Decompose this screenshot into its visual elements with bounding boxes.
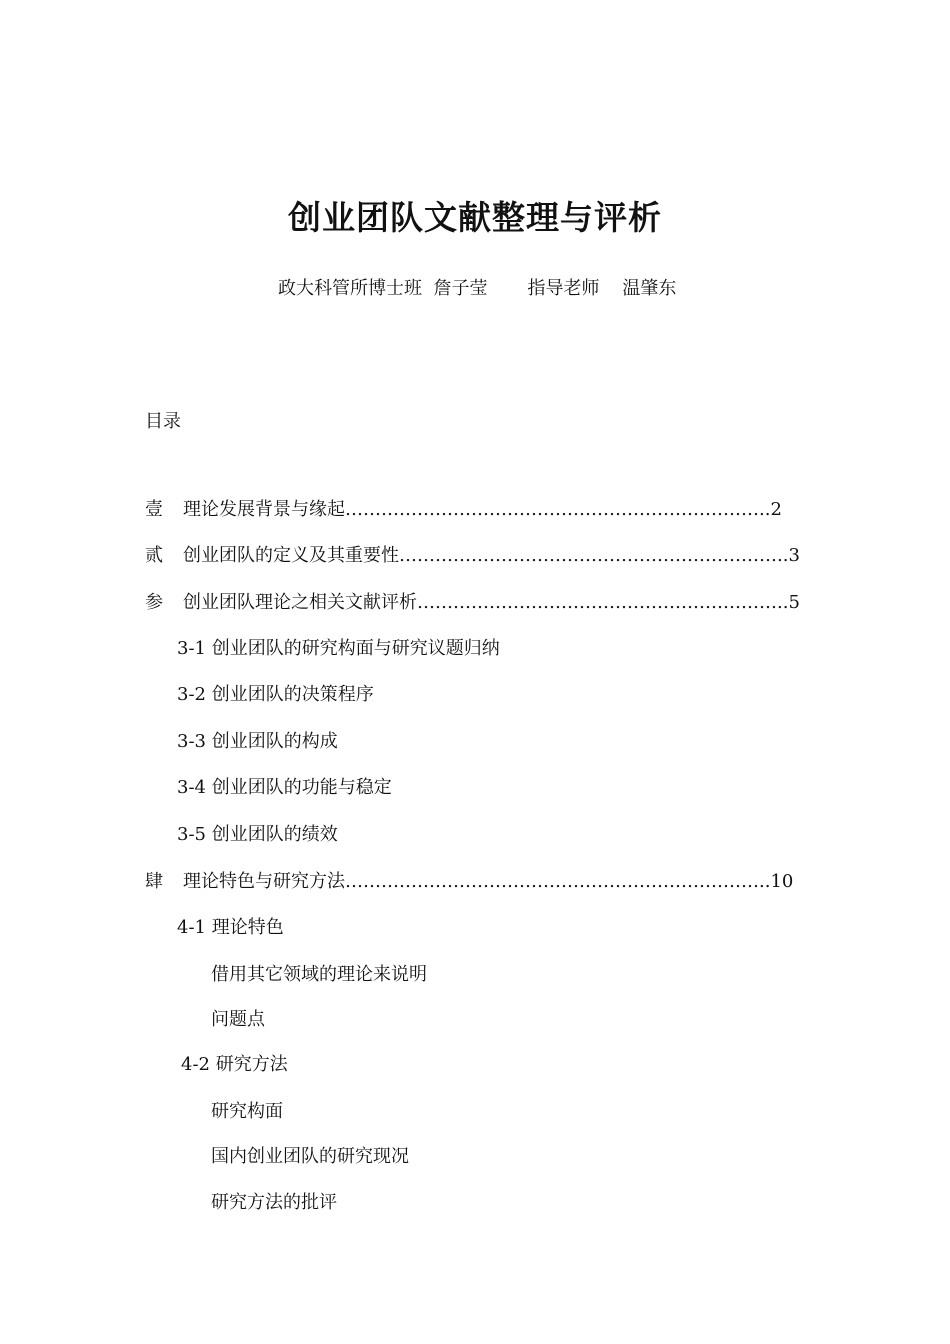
- toc-page-number: ..5: [777, 592, 800, 613]
- toc-entry-text: 理论特色与研究方法: [183, 871, 345, 892]
- toc-subsubentry[interactable]: 国内创业团队的研究现况: [211, 1146, 409, 1167]
- toc-leader: ………………………………………………………: [399, 545, 777, 566]
- toc-entry-4[interactable]: [145, 869, 793, 895]
- toc-subentry-3-1[interactable]: 3-1 创业团队的研究构面与研究议题归纳: [177, 638, 500, 659]
- toc-subsubentry[interactable]: 研究构面: [211, 1101, 283, 1122]
- author-line: 政大科管所博士班 詹子莹 指导老师 温肇东: [278, 278, 677, 299]
- toc-page-number: ..2: [759, 499, 782, 520]
- toc-entry-text: 创业团队理论之相关文献评析: [183, 592, 417, 613]
- toc-subsubentry[interactable]: 研究方法的批评: [211, 1192, 337, 1213]
- toc-subentry-3-3[interactable]: 3-3 创业团队的构成: [177, 731, 338, 752]
- toc-entry-number: 贰: [145, 545, 163, 566]
- toc-subsubentry[interactable]: 借用其它领域的理论来说明: [211, 964, 427, 985]
- toc-entry-text: 创业团队的定义及其重要性: [183, 545, 399, 566]
- toc-leader: ……………………………………………………………: [345, 499, 759, 520]
- toc-entry-number: 参: [145, 592, 163, 613]
- toc-entry-3[interactable]: [145, 590, 800, 616]
- toc-entry-number: 肆: [145, 871, 163, 892]
- toc-page-number: ..10: [759, 871, 794, 892]
- toc-subsubentry[interactable]: 问题点: [211, 1009, 265, 1030]
- toc-subentry-3-2[interactable]: 3-2 创业团队的决策程序: [177, 684, 374, 705]
- toc-subentry-4-2[interactable]: 4-2 研究方法: [181, 1054, 288, 1075]
- toc-leader: ……………………………………………………: [417, 592, 777, 613]
- toc-heading: 目录: [145, 411, 181, 432]
- toc-entry-2[interactable]: [145, 543, 800, 569]
- toc-subentry-3-5[interactable]: 3-5 创业团队的绩效: [177, 824, 338, 845]
- toc-entry-number: 壹: [145, 499, 163, 520]
- toc-subentry-3-4[interactable]: 3-4 创业团队的功能与稳定: [177, 777, 392, 798]
- toc-leader: ……………………………………………………………: [345, 871, 759, 892]
- toc-subentry-4-1[interactable]: 4-1 理论特色: [177, 917, 284, 938]
- toc-page-number: ..3: [777, 545, 800, 566]
- document-title: 创业团队文献整理与评析: [288, 198, 662, 237]
- toc-entry-text: 理论发展背景与缘起: [183, 499, 345, 520]
- toc-entry-1[interactable]: [145, 497, 782, 523]
